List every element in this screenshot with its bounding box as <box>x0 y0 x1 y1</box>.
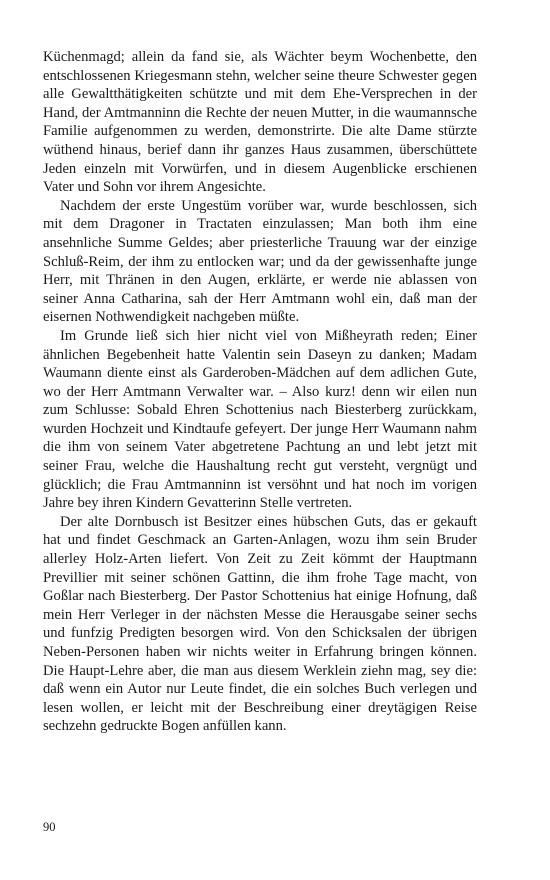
paragraph-1: Küchenmagd; allein da fand sie, als Wächter beym Wochenbette, den entschlossenen Kriegesmann stehn, welcher seine theure Schwester gegen alle Gewaltthätigkeiten schützte und mit dem Ehe-Versprechen in der Hand, der Amtmanninn die Rechte der neuen Mutter, in die waumannsche Familie aufgenommen zu werden, demonstrirte. Die alte Dame stürzte wüthend hinaus, berief dann ihr ganzes Haus zusammen, überschüttete Jeden einzeln mit Vorwürfen, und in diesem Augenblicke erschienen Vater und Sohn vor ihrem Angesichte. <box>43 49 477 196</box>
paragraph-2: Nachdem der erste Ungestüm vorüber war, wurde beschlossen, sich mit dem Dragoner in Tractaten einzulassen; Man both ihm eine ansehnliche Summe Geldes; aber priesterliche Trauung war der einzige Schluß-Reim, der ihm zu entlocken war; und da der gewissenhafte junge Herr, mit Thränen in den Augen, erklärte, er werde nie ablassen von seiner Anna Catharina, sah der Herr Amtmann wohl ein, daß man der eisernen Nothwendigkeit nachgeben müßte. <box>43 197 477 326</box>
body-text <box>43 48 477 736</box>
paragraph-4: Der alte Dornbusch ist Besitzer eines hübschen Guts, das er gekauft hat und findet Geschmack an Garten-Anlagen, wozu ihm sein Bruder allerley Holz-Arten liefert. Von Zeit zu Zeit kömmt der Hauptmann Previllier mit seiner schönen Gattinn, die ihm frohe Tage macht, von Goßlar nach Biesterberg. Der Pastor Schottenius hat einige Hofnung, daß mein Herr Verleger in der nächsten Messe die Herausgabe seiner sechs und funfzig Predigten besorgen wird. Von den Schicksalen der übrigen Neben-Personen haben wir nichts weiter in Erfahrung bringen können. Die Haupt-Lehre aber, die man aus diesem Werklein ziehn mag, sey die: daß wenn ein Autor nur Leute findet, die ein solches Buch verlegen und lesen wollen, er leicht mit der Beschreibung einer dreytägigen Reise sechzehn gedruckte Bogen anfüllen kann. <box>43 513 477 735</box>
page-number: 90 <box>43 820 56 834</box>
paragraph-3: Im Grunde ließ sich hier nicht viel von Mißheyrath reden; Einer ähnlichen Begebenheit hatte Valentin sein Daseyn zu danken; Madam Waumann diente einst als Garderoben-Mädchen auf dem adlichen Gute, wo der Herr Amtmann Verwalter war. – Also kurz! denn wir eilen nun zum Schlusse: Sobald Ehren Schottenius nach Biesterberg zurückkam, wurden Hochzeit und Kindtaufe gefeyert. Der junge Herr Waumann nahm die ihm von seinem Vater abgetretene Pachtung an und lebt jetzt mit seiner Frau, welche die Haushaltung recht gut versteht, vergnügt und glücklich; die Frau Amtmanninn ist versöhnt und hat noch im vorigen Jahre bey ihren Kindern Gevatterinn Stelle vertreten. <box>43 327 477 512</box>
